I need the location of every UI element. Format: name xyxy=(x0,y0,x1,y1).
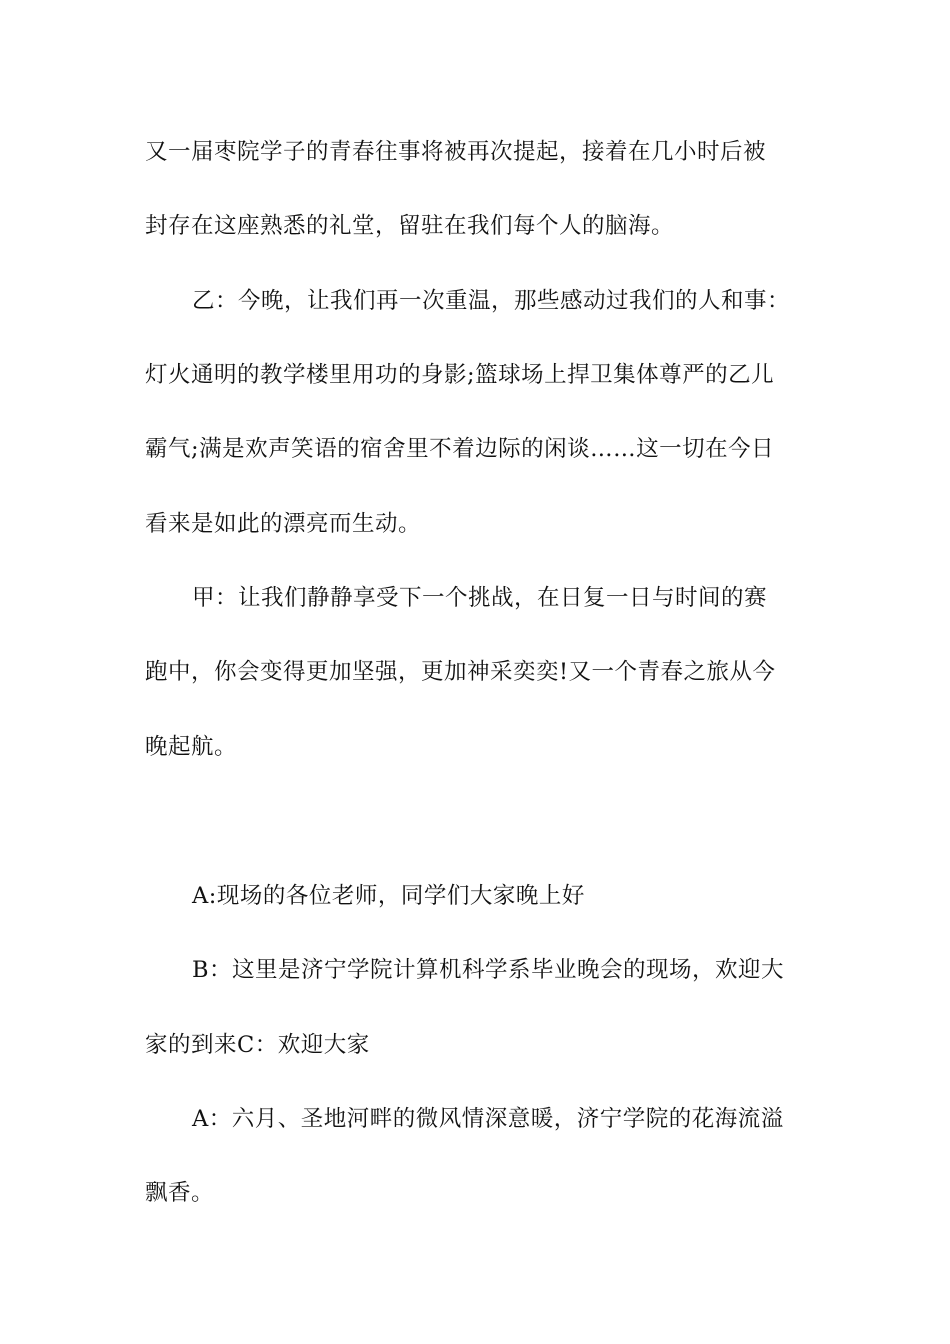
paragraph-start-line: 甲：让我们静静享受下一个挑战，在日复一日与时间的赛 xyxy=(192,585,768,611)
text-line: 灯火通明的教学楼里用功的身影;篮球场上捍卫集体尊严的乙儿 xyxy=(145,362,775,388)
text-line: 家的到来C：欢迎大家 xyxy=(145,1032,370,1058)
text-line: 飘香。 xyxy=(145,1180,215,1206)
paragraph-start-line: B：这里是济宁学院计算机科学系毕业晚会的现场，欢迎大 xyxy=(192,957,785,983)
text-line: 霸气;满是欢声笑语的宿舍里不着边际的闲谈……这一切在今日 xyxy=(145,436,775,462)
text-line: 跑中，你会变得更加坚强，更加神采奕奕!又一个青春之旅从今 xyxy=(145,659,776,685)
paragraph-start-line: A：六月、圣地河畔的微风情深意暖，济宁学院的花海流溢 xyxy=(192,1106,784,1132)
paragraph-start-line: 乙：今晚，让我们再一次重温，那些感动过我们的人和事： xyxy=(192,288,791,314)
text-line: 看来是如此的漂亮而生动。 xyxy=(145,511,422,537)
paragraph-start-line: A:现场的各位老师，同学们大家晚上好 xyxy=(192,883,585,909)
text-line: 又一届枣院学子的青春往事将被再次提起，接着在几小时后被 xyxy=(145,139,767,165)
text-line: 封存在这座熟悉的礼堂，留驻在我们每个人的脑海。 xyxy=(145,213,675,239)
text-line: 晚起航。 xyxy=(145,734,238,760)
